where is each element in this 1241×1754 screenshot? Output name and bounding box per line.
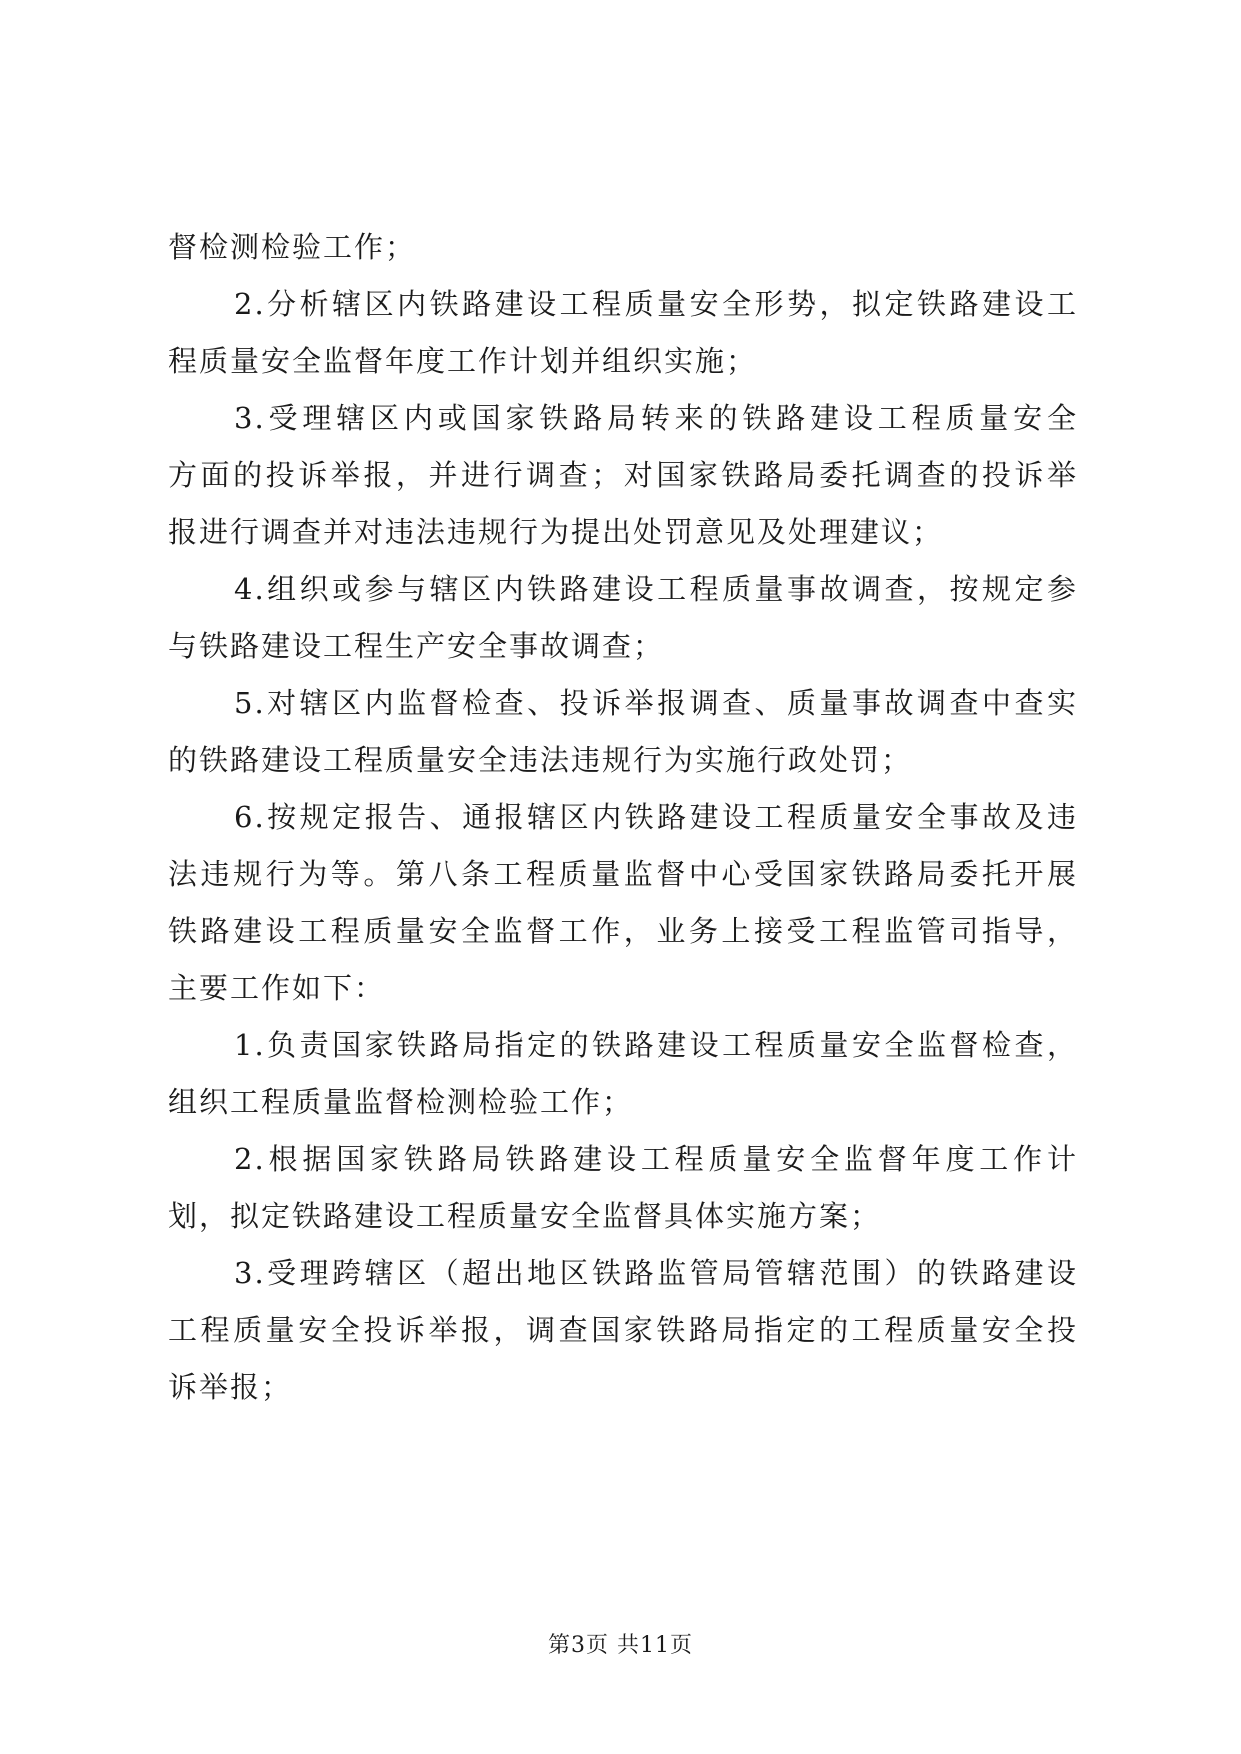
text-line: 报进行调查并对违法违规行为提出处罚意见及处理建议；	[168, 515, 944, 549]
text-line: 法违规行为等。第八条工程质量监督中心受国家铁路局委托开展	[168, 857, 1078, 891]
text-line: 方面的投诉举报，并进行调查；对国家铁路局委托调查的投诉举	[168, 458, 1078, 492]
text-line: 3.受理辖区内或国家铁路局转来的铁路建设工程质量安全	[234, 401, 1078, 435]
text-line: 工程质量安全投诉举报，调查国家铁路局指定的工程质量安全投	[168, 1313, 1078, 1347]
text-line: 划，拟定铁路建设工程质量安全监督具体实施方案；	[168, 1199, 882, 1233]
text-line: 2.分析辖区内铁路建设工程质量安全形势，拟定铁路建设工	[234, 287, 1078, 321]
page-number-footer: 第3页 共11页	[548, 1633, 693, 1658]
text-line: 1.负责国家铁路局指定的铁路建设工程质量安全监督检查，	[234, 1028, 1078, 1062]
text-line: 2.根据国家铁路局铁路建设工程质量安全监督年度工作计	[234, 1142, 1078, 1176]
text-line: 程质量安全监督年度工作计划并组织实施；	[168, 344, 758, 378]
text-line: 诉举报；	[168, 1370, 293, 1404]
text-line: 3.受理跨辖区（超出地区铁路监管局管辖范围）的铁路建设	[234, 1256, 1078, 1290]
text-line: 组织工程质量监督检测检验工作；	[168, 1085, 634, 1119]
text-line: 4.组织或参与辖区内铁路建设工程质量事故调查，按规定参	[234, 572, 1078, 606]
text-line: 督检测检验工作；	[168, 230, 417, 264]
text-line: 与铁路建设工程生产安全事故调查；	[168, 629, 665, 663]
text-line: 主要工作如下：	[168, 971, 386, 1005]
text-line: 的铁路建设工程质量安全违法违规行为实施行政处罚；	[168, 743, 913, 777]
text-line: 6.按规定报告、通报辖区内铁路建设工程质量安全事故及违	[234, 800, 1078, 834]
text-line: 5.对辖区内监督检查、投诉举报调查、质量事故调查中查实	[234, 686, 1078, 720]
text-line: 铁路建设工程质量安全监督工作，业务上接受工程监管司指导，	[168, 914, 1078, 948]
